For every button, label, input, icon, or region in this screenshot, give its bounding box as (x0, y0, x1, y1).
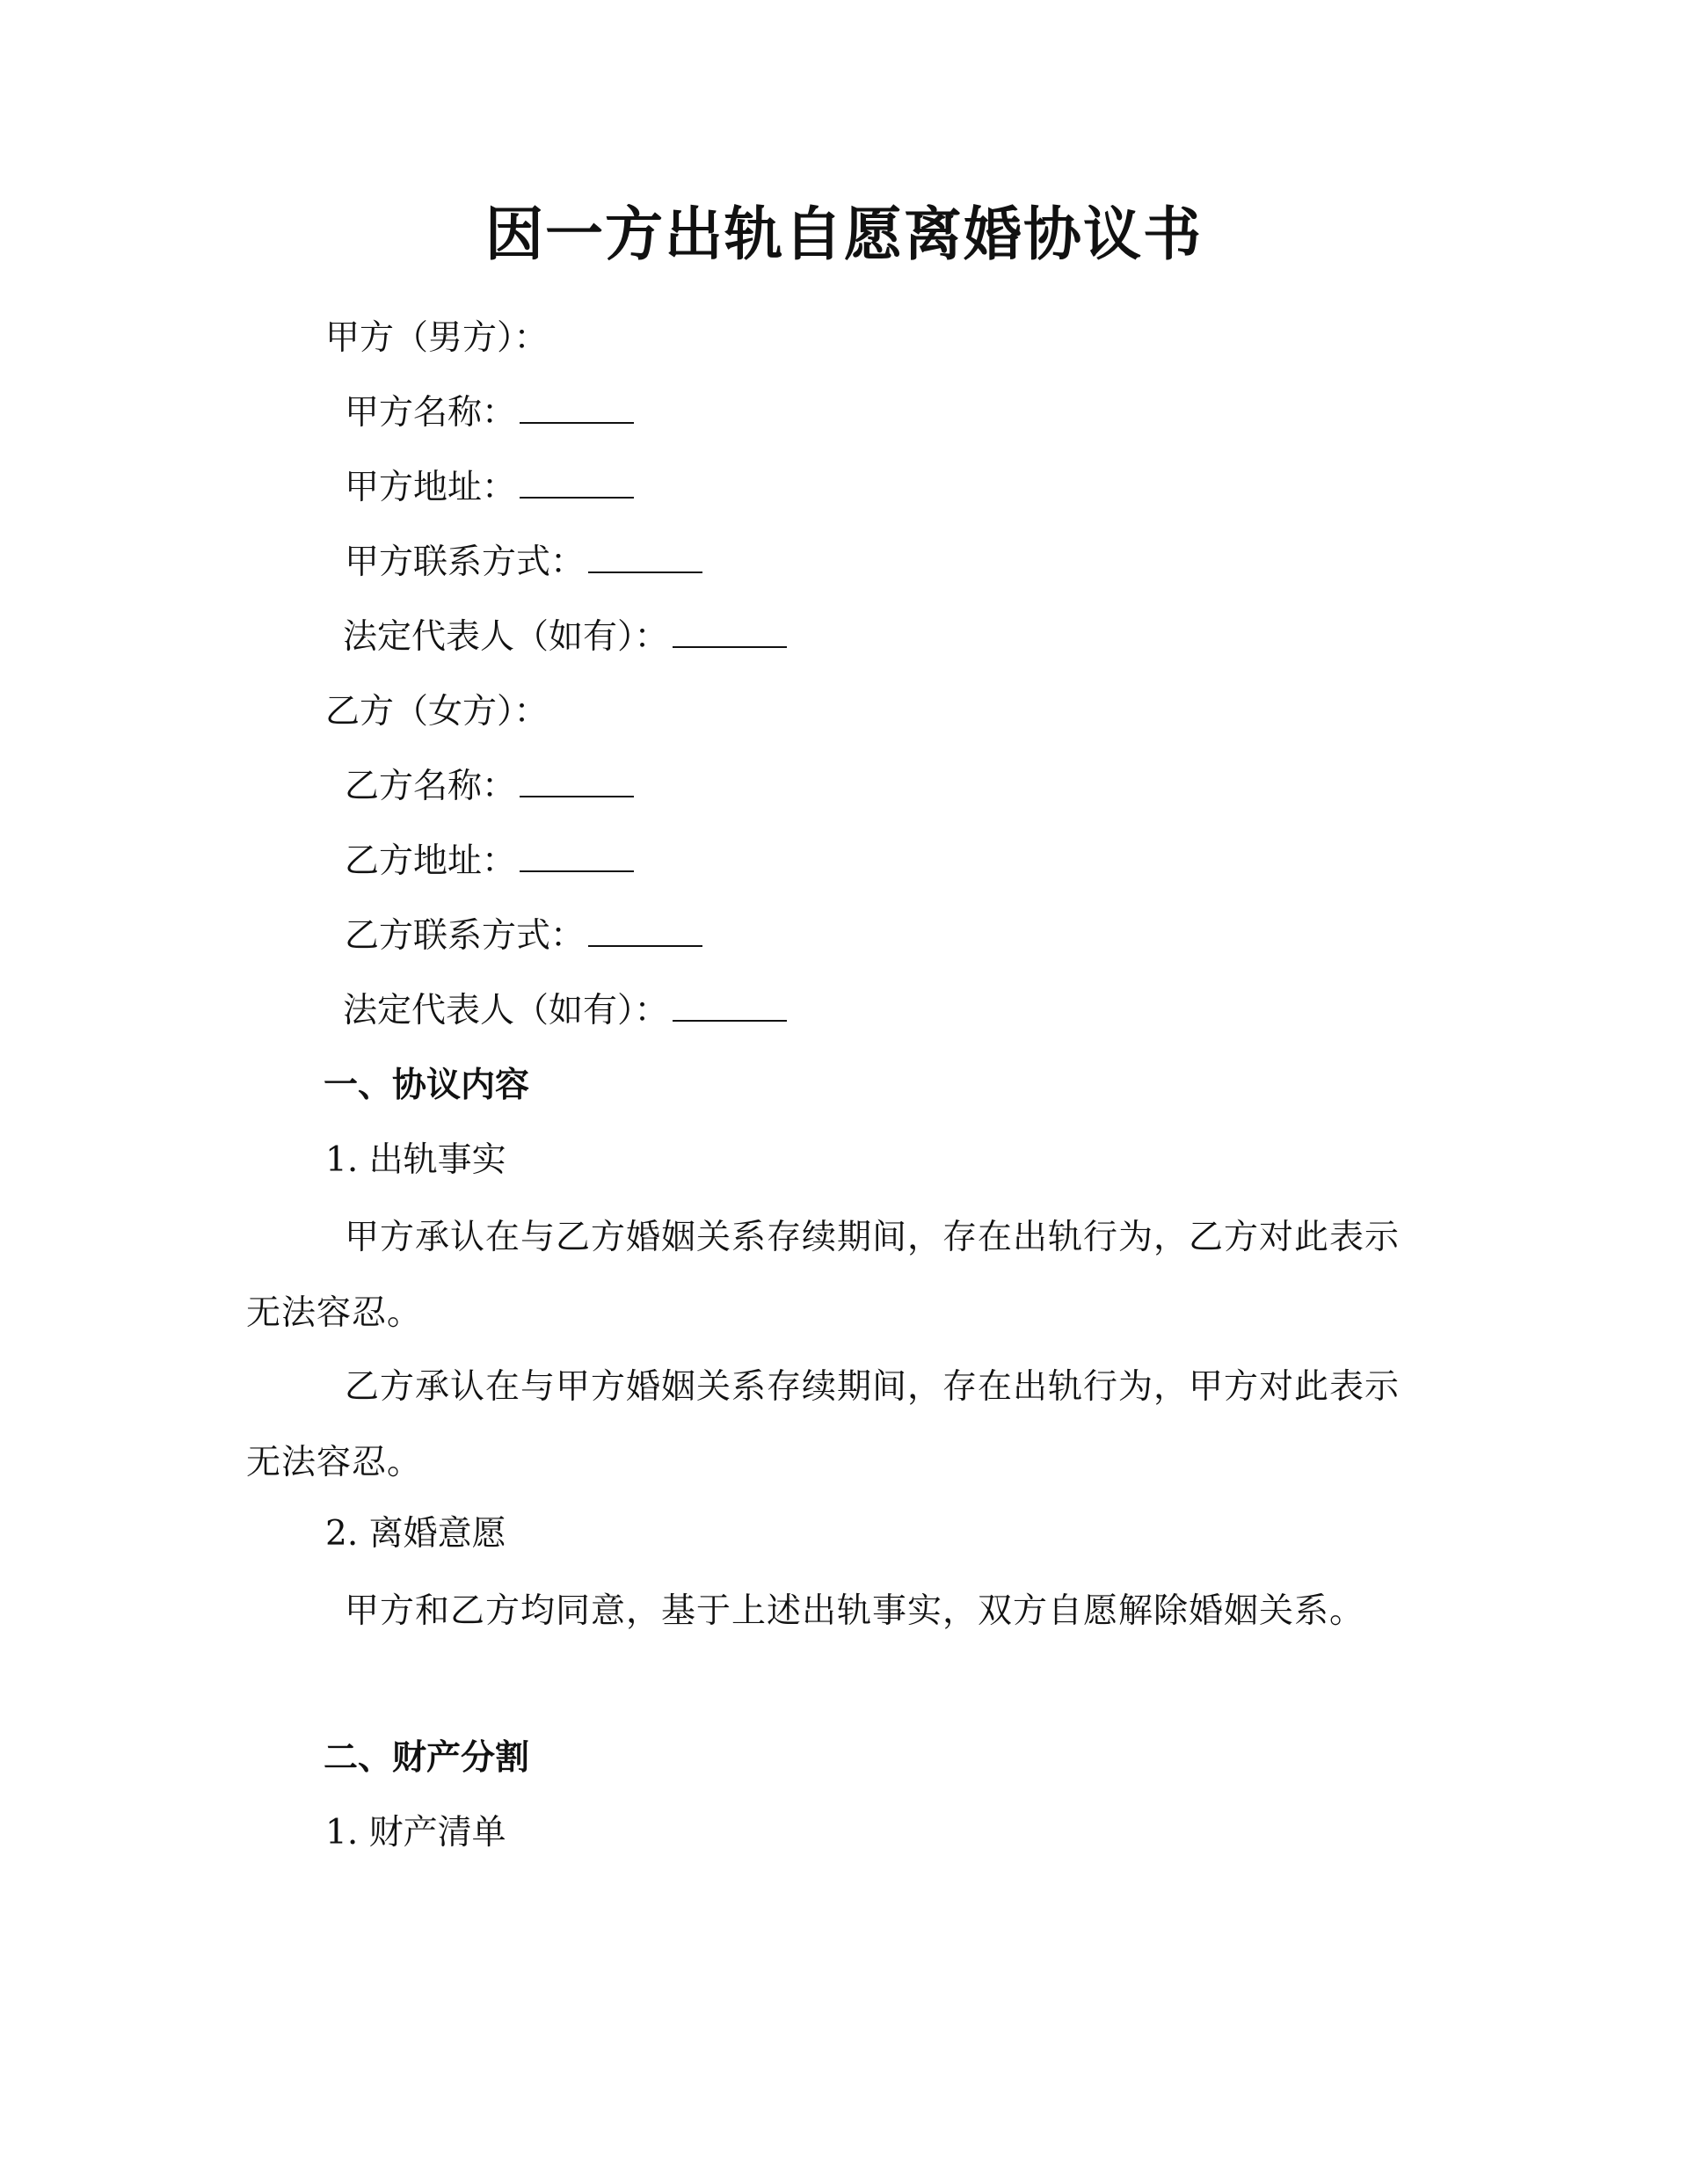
party-b-contact-field[interactable] (588, 915, 702, 947)
section-1-item-2: 2. 离婚意愿 (325, 1514, 506, 1554)
party-b-name-field[interactable] (520, 766, 634, 797)
party-b-rep-row (343, 985, 787, 1037)
party-a-contact-label: 甲方联系方式： (345, 542, 586, 582)
party-b-address-row (345, 835, 634, 888)
party-b-rep-label: 法定代表人（如有）： (343, 991, 669, 1030)
party-a-contact-row (345, 536, 702, 589)
section-1-heading: 一、协议内容 (324, 1066, 530, 1105)
section-1-paragraph-2: 乙方承认在与甲方婚姻关系存续期间，存在出轨行为，甲方对此表示无法容忍。 (246, 1367, 1401, 1482)
party-a-name-label: 甲方名称： (345, 393, 517, 433)
party-b-name-label: 乙方名称： (345, 767, 517, 806)
party-a-heading: 甲方（男方）： (325, 318, 549, 358)
party-a-contact-field[interactable] (588, 542, 702, 573)
party-b-address-field[interactable] (520, 841, 634, 872)
section-1-paragraph-3: 甲方和乙方均同意，基于上述出轨事实，双方自愿解除婚姻关系。 (345, 1591, 1365, 1631)
party-a-name-row (345, 387, 634, 440)
party-a-name-field[interactable] (520, 392, 634, 424)
section-1-item-1: 1. 出轨事实 (325, 1140, 506, 1180)
party-b-contact-row (345, 910, 702, 963)
party-a-address-field[interactable] (520, 467, 634, 499)
party-a-rep-row (343, 611, 787, 664)
party-a-rep-field[interactable] (673, 616, 787, 648)
party-a-rep-label: 法定代表人（如有）： (343, 617, 669, 657)
party-b-name-row (345, 761, 634, 813)
party-b-address-label: 乙方地址： (345, 841, 517, 881)
party-b-rep-field[interactable] (673, 990, 787, 1022)
party-a-address-label: 甲方地址： (345, 468, 517, 507)
document-title: 因一方出轨自愿离婚协议书 (485, 200, 1203, 268)
party-b-heading: 乙方（女方）： (325, 692, 549, 732)
section-2-item-1: 1. 财产清单 (325, 1813, 506, 1853)
party-b-contact-label: 乙方联系方式： (345, 916, 586, 956)
section-2-heading: 二、财产分割 (324, 1738, 530, 1778)
party-a-address-row (345, 462, 634, 514)
section-1-paragraph-1: 甲方承认在与乙方婚姻关系存续期间，存在出轨行为，乙方对此表示无法容忍。 (246, 1218, 1401, 1333)
